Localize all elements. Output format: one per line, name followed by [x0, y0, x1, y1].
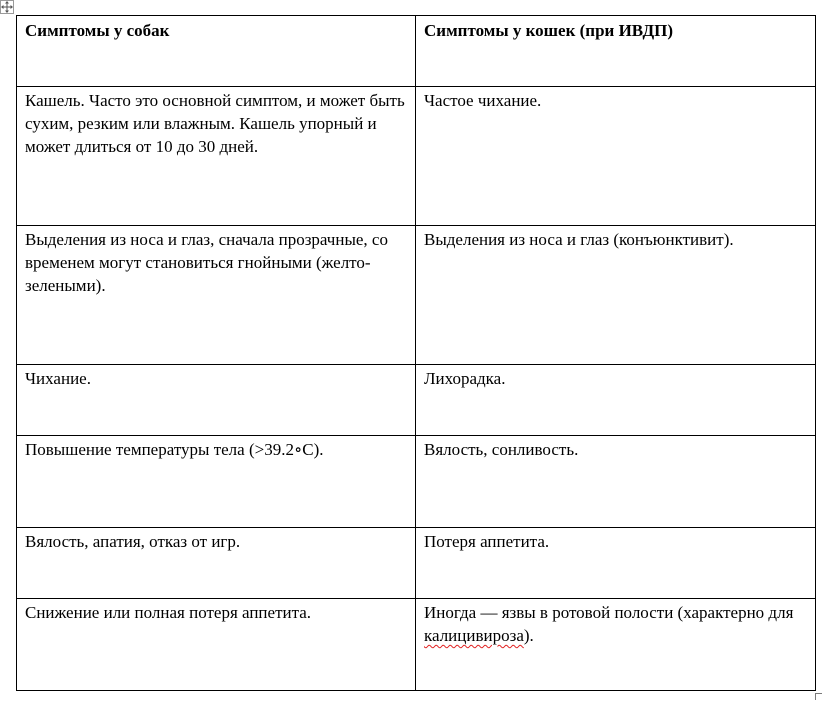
four-way-arrow-icon — [1, 1, 13, 13]
spellcheck-flagged-word[interactable]: калицивироза — [424, 626, 524, 645]
cat-symptom-cell[interactable]: Выделения из носа и глаз (конъюнктивит). — [416, 226, 816, 365]
cat-symptom-cell[interactable]: Потеря аппетита. — [416, 528, 816, 599]
table-row — [17, 599, 816, 691]
dog-symptom-cell[interactable]: Чихание. — [17, 365, 416, 436]
dog-symptom-cell[interactable]: Снижение или полная потеря аппетита. — [17, 599, 416, 691]
cat-symptom-cell[interactable]: Лихорадка. — [416, 365, 816, 436]
cat-symptom-text: Иногда — язвы в ротовой полости (характерно для — [424, 603, 794, 622]
table-row — [17, 436, 816, 528]
table-row — [17, 528, 816, 599]
dog-symptom-cell[interactable]: Вялость, апатия, отказ от игр. — [17, 528, 416, 599]
table-row — [17, 87, 816, 226]
table-row — [17, 365, 816, 436]
dog-symptom-cell[interactable]: Кашель. Часто это основной симптом, и может быть сухим, резким или влажным. Кашель упорный и может длиться от 10 до 30 дней. — [17, 87, 416, 226]
dog-symptom-cell[interactable]: Выделения из носа и глаз, сначала прозрачные, со временем могут становиться гнойными (желто-зелеными). — [17, 226, 416, 365]
table-row — [17, 226, 816, 365]
cat-symptom-cell[interactable] — [416, 599, 816, 691]
header-cats[interactable]: Симптомы у кошек (при ИВДП) — [416, 16, 816, 87]
table-header-row — [17, 16, 816, 87]
header-dogs[interactable]: Симптомы у собак — [17, 16, 416, 87]
dog-symptom-cell[interactable]: Повышение температуры тела (>39.2∘C). — [17, 436, 416, 528]
table-move-handle[interactable] — [0, 0, 14, 14]
cat-symptom-cell[interactable]: Вялость, сонливость. — [416, 436, 816, 528]
resize-corner-icon[interactable] — [815, 693, 822, 700]
cat-symptom-text-end: ). — [523, 626, 534, 645]
symptoms-table — [16, 15, 816, 691]
cat-symptom-cell[interactable]: Частое чихание. — [416, 87, 816, 226]
